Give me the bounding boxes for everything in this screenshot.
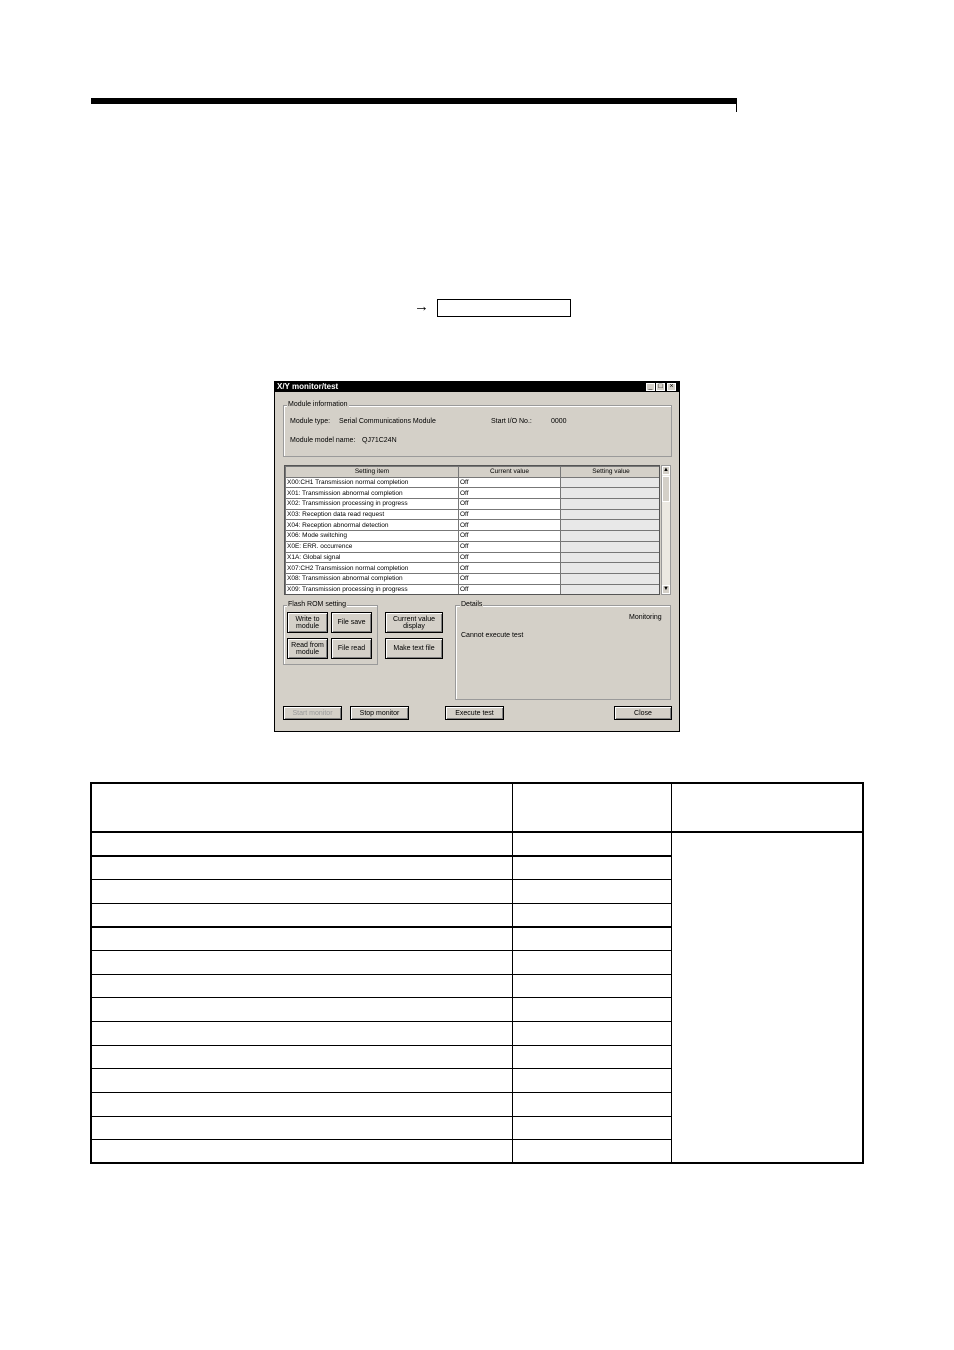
setting-item: X03: Reception data read request xyxy=(286,509,459,520)
current-value: Off xyxy=(459,509,561,520)
setting-value-cell[interactable] xyxy=(561,477,661,488)
start-monitor-button[interactable]: Start monitor xyxy=(283,706,342,720)
table-row-divider xyxy=(92,1092,672,1093)
dialog-title: X/Y monitor/test xyxy=(277,382,339,391)
module-type-label: Module type: xyxy=(290,418,331,425)
table-row-divider xyxy=(92,950,672,951)
read-from-module-button[interactable]: Read from module xyxy=(287,638,328,659)
xy-setting-grid[interactable] xyxy=(284,465,660,595)
table-row[interactable] xyxy=(286,499,661,510)
scroll-thumb[interactable] xyxy=(662,476,670,502)
xy-monitor-dialog xyxy=(274,381,680,732)
maximize-icon[interactable]: □ xyxy=(656,383,665,391)
current-value-display-button[interactable]: Current value display xyxy=(385,612,443,633)
setting-value-cell[interactable] xyxy=(561,520,661,531)
model-name-label: Module model name: xyxy=(290,437,356,444)
module-type-value: Serial Communications Module xyxy=(339,418,436,425)
table-row[interactable] xyxy=(286,541,661,552)
table-row[interactable] xyxy=(286,488,661,499)
header-current-value[interactable]: Current value xyxy=(459,467,561,478)
table-row-divider xyxy=(92,1139,672,1140)
table-row-divider xyxy=(92,879,672,880)
table-column-divider xyxy=(512,784,513,1162)
table-column-divider xyxy=(671,784,672,1162)
setting-item: X07:CH2 Transmission normal completion xyxy=(286,563,459,574)
header-setting-value[interactable]: Setting value xyxy=(561,467,661,478)
details-status: Monitoring xyxy=(629,614,662,621)
table-row[interactable] xyxy=(286,520,661,531)
current-value: Off xyxy=(459,488,561,499)
setting-item: X0E: ERR. occurrence xyxy=(286,541,459,552)
setting-value-cell[interactable] xyxy=(561,531,661,542)
table-row-divider xyxy=(92,1068,672,1069)
close-button[interactable]: Close xyxy=(614,706,672,720)
table-row-divider xyxy=(92,974,672,975)
start-io-label: Start I/O No.: xyxy=(491,418,532,425)
setting-value-cell[interactable] xyxy=(561,584,661,595)
table-row[interactable] xyxy=(286,563,661,574)
title-bar[interactable] xyxy=(275,382,679,392)
io-signal-table xyxy=(90,782,864,1164)
setting-value-cell[interactable] xyxy=(561,541,661,552)
current-value: Off xyxy=(459,541,561,552)
current-value: Off xyxy=(459,552,561,563)
table-row[interactable] xyxy=(286,552,661,563)
table-row[interactable] xyxy=(286,509,661,520)
setting-value-cell[interactable] xyxy=(561,488,661,499)
table-row-divider xyxy=(92,1045,672,1046)
table-row-divider xyxy=(92,855,672,857)
current-value: Off xyxy=(459,573,561,584)
table-row-divider xyxy=(92,903,672,904)
table-row-divider xyxy=(92,997,672,998)
setting-value-cell[interactable] xyxy=(561,563,661,574)
table-row[interactable] xyxy=(286,573,661,584)
current-value: Off xyxy=(459,520,561,531)
details-message: Cannot execute test xyxy=(461,632,524,639)
make-text-file-button[interactable]: Make text file xyxy=(385,638,443,659)
current-value: Off xyxy=(459,584,561,595)
file-read-button[interactable]: File read xyxy=(331,638,372,659)
table-row[interactable] xyxy=(286,584,661,595)
setting-item: X01: Transmission abnormal completion xyxy=(286,488,459,499)
module-info-group xyxy=(283,405,672,457)
header-setting-item[interactable]: Setting item xyxy=(286,467,459,478)
nav-menu-box xyxy=(437,299,571,317)
setting-value-cell[interactable] xyxy=(561,499,661,510)
close-icon[interactable]: × xyxy=(667,383,676,391)
details-label: Details xyxy=(461,601,483,608)
grid-scrollbar[interactable] xyxy=(661,465,671,595)
table-row-divider xyxy=(92,926,672,928)
setting-value-cell[interactable] xyxy=(561,552,661,563)
write-to-module-button[interactable]: Write to module xyxy=(287,612,328,633)
setting-item: X1A: Global signal xyxy=(286,552,459,563)
scroll-down-icon[interactable]: ▼ xyxy=(663,586,669,592)
flash-rom-label: Flash ROM setting xyxy=(288,601,346,608)
setting-value-cell[interactable] xyxy=(561,573,661,584)
stop-monitor-button[interactable]: Stop monitor xyxy=(350,706,409,720)
table-row[interactable] xyxy=(286,477,661,488)
setting-item: X02: Transmission processing in progress xyxy=(286,499,459,510)
module-info-label: Module information xyxy=(288,401,348,408)
table-header-divider xyxy=(92,831,862,833)
table-row[interactable] xyxy=(286,531,661,542)
current-value: Off xyxy=(459,499,561,510)
current-value: Off xyxy=(459,531,561,542)
top-rule-tick xyxy=(736,98,737,112)
minimize-icon[interactable]: _ xyxy=(646,383,655,391)
setting-item: X04: Reception abnormal detection xyxy=(286,520,459,531)
setting-value-cell[interactable] xyxy=(561,509,661,520)
nav-arrow: → xyxy=(414,298,429,315)
setting-item: X09: Transmission processing in progress xyxy=(286,584,459,595)
current-value: Off xyxy=(459,477,561,488)
model-name-value: QJ71C24N xyxy=(362,437,397,444)
scroll-up-icon[interactable]: ▲ xyxy=(663,467,669,473)
table-row-divider xyxy=(92,1116,672,1117)
start-io-value: 0000 xyxy=(551,418,567,425)
table-row-divider xyxy=(92,1021,672,1022)
current-value: Off xyxy=(459,563,561,574)
setting-item: X00:CH1 Transmission normal completion xyxy=(286,477,459,488)
execute-test-button[interactable]: Execute test xyxy=(445,706,504,720)
top-rule xyxy=(91,98,736,104)
setting-item: X06: Mode switching xyxy=(286,531,459,542)
file-save-button[interactable]: File save xyxy=(331,612,372,633)
setting-item: X08: Transmission abnormal completion xyxy=(286,573,459,584)
